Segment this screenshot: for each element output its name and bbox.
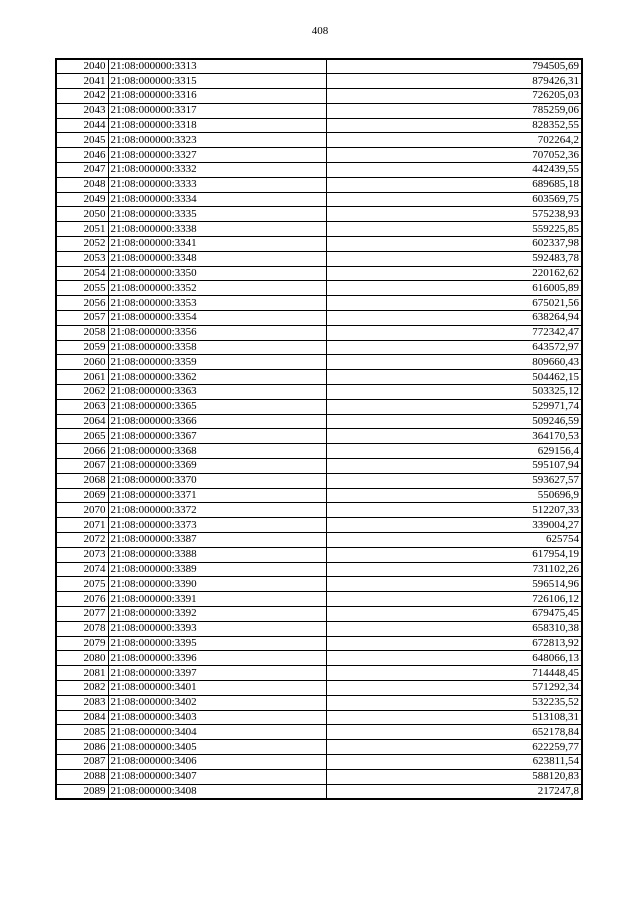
cadastral-number-cell: 21:08:000000:3369 — [108, 459, 326, 474]
row-number-cell: 2073 — [56, 547, 108, 562]
cadastral-number-cell: 21:08:000000:3387 — [108, 533, 326, 548]
value-cell: 707052,36 — [326, 148, 582, 163]
value-cell: 512207,33 — [326, 503, 582, 518]
row-number-cell: 2041 — [56, 74, 108, 89]
value-cell: 592483,78 — [326, 251, 582, 266]
cadastral-number-cell: 21:08:000000:3403 — [108, 710, 326, 725]
cadastral-number-cell: 21:08:000000:3313 — [108, 59, 326, 74]
cadastral-number-cell: 21:08:000000:3373 — [108, 518, 326, 533]
value-cell: 504462,15 — [326, 370, 582, 385]
row-number-cell: 2083 — [56, 695, 108, 710]
value-cell: 595107,94 — [326, 459, 582, 474]
row-number-cell: 2068 — [56, 473, 108, 488]
cadastral-number-cell: 21:08:000000:3407 — [108, 769, 326, 784]
row-number-cell: 2045 — [56, 133, 108, 148]
table-row — [56, 148, 582, 163]
row-number-cell: 2062 — [56, 385, 108, 400]
cadastral-number-cell: 21:08:000000:3405 — [108, 740, 326, 755]
table-row — [56, 459, 582, 474]
table-row — [56, 473, 582, 488]
value-cell: 702264,2 — [326, 133, 582, 148]
row-number-cell: 2077 — [56, 606, 108, 621]
cadastral-number-cell: 21:08:000000:3370 — [108, 473, 326, 488]
cadastral-number-cell: 21:08:000000:3359 — [108, 355, 326, 370]
row-number-cell: 2042 — [56, 89, 108, 104]
row-number-cell: 2079 — [56, 636, 108, 651]
cadastral-number-cell: 21:08:000000:3332 — [108, 163, 326, 178]
table-row — [56, 74, 582, 89]
value-cell: 617954,19 — [326, 547, 582, 562]
value-cell: 629156,4 — [326, 444, 582, 459]
value-cell: 809660,43 — [326, 355, 582, 370]
row-number-cell: 2074 — [56, 562, 108, 577]
cadastral-number-cell: 21:08:000000:3395 — [108, 636, 326, 651]
table-row — [56, 385, 582, 400]
row-number-cell: 2043 — [56, 103, 108, 118]
row-number-cell: 2040 — [56, 59, 108, 74]
row-number-cell: 2067 — [56, 459, 108, 474]
value-cell: 339004,27 — [326, 518, 582, 533]
row-number-cell: 2055 — [56, 281, 108, 296]
value-cell: 785259,06 — [326, 103, 582, 118]
value-cell: 726106,12 — [326, 592, 582, 607]
cadastral-number-cell: 21:08:000000:3318 — [108, 118, 326, 133]
value-cell: 596514,96 — [326, 577, 582, 592]
value-cell: 220162,62 — [326, 266, 582, 281]
table-row — [56, 325, 582, 340]
row-number-cell: 2057 — [56, 311, 108, 326]
cadastral-number-cell: 21:08:000000:3404 — [108, 725, 326, 740]
table-row — [56, 177, 582, 192]
value-cell: 879426,31 — [326, 74, 582, 89]
value-cell: 726205,03 — [326, 89, 582, 104]
table-row — [56, 370, 582, 385]
value-cell: 638264,94 — [326, 311, 582, 326]
table-row — [56, 251, 582, 266]
cadastral-number-cell: 21:08:000000:3408 — [108, 784, 326, 799]
table-row — [56, 355, 582, 370]
table-row — [56, 133, 582, 148]
table-row — [56, 725, 582, 740]
cadastral-number-cell: 21:08:000000:3333 — [108, 177, 326, 192]
value-cell: 588120,83 — [326, 769, 582, 784]
row-number-cell: 2070 — [56, 503, 108, 518]
table-row — [56, 533, 582, 548]
table-row — [56, 592, 582, 607]
cadastral-number-cell: 21:08:000000:3402 — [108, 695, 326, 710]
table-row — [56, 118, 582, 133]
row-number-cell: 2058 — [56, 325, 108, 340]
row-number-cell: 2065 — [56, 429, 108, 444]
cadastral-number-cell: 21:08:000000:3397 — [108, 666, 326, 681]
value-cell: 513108,31 — [326, 710, 582, 725]
value-cell: 689685,18 — [326, 177, 582, 192]
cadastral-number-cell: 21:08:000000:3348 — [108, 251, 326, 266]
table-row — [56, 666, 582, 681]
cadastral-number-cell: 21:08:000000:3365 — [108, 399, 326, 414]
table-row — [56, 414, 582, 429]
row-number-cell: 2048 — [56, 177, 108, 192]
table-row — [56, 488, 582, 503]
value-cell: 550696,9 — [326, 488, 582, 503]
table-row — [56, 606, 582, 621]
value-cell: 731102,26 — [326, 562, 582, 577]
table-row — [56, 237, 582, 252]
table-row — [56, 59, 582, 74]
table-row — [56, 754, 582, 769]
row-number-cell: 2088 — [56, 769, 108, 784]
cadastral-number-cell: 21:08:000000:3352 — [108, 281, 326, 296]
cadastral-number-cell: 21:08:000000:3362 — [108, 370, 326, 385]
cadastral-number-cell: 21:08:000000:3396 — [108, 651, 326, 666]
row-number-cell: 2082 — [56, 680, 108, 695]
table-row — [56, 651, 582, 666]
cadastral-number-cell: 21:08:000000:3401 — [108, 680, 326, 695]
table-row — [56, 680, 582, 695]
cadastral-number-cell: 21:08:000000:3317 — [108, 103, 326, 118]
table-row — [56, 207, 582, 222]
value-cell: 571292,34 — [326, 680, 582, 695]
value-cell: 442439,55 — [326, 163, 582, 178]
cadastral-number-cell: 21:08:000000:3392 — [108, 606, 326, 621]
table-row — [56, 266, 582, 281]
value-cell: 364170,53 — [326, 429, 582, 444]
value-cell: 529971,74 — [326, 399, 582, 414]
row-number-cell: 2056 — [56, 296, 108, 311]
cadastral-number-cell: 21:08:000000:3358 — [108, 340, 326, 355]
cadastral-number-cell: 21:08:000000:3334 — [108, 192, 326, 207]
row-number-cell: 2060 — [56, 355, 108, 370]
row-number-cell: 2075 — [56, 577, 108, 592]
value-cell: 772342,47 — [326, 325, 582, 340]
row-number-cell: 2081 — [56, 666, 108, 681]
table-row — [56, 769, 582, 784]
row-number-cell: 2049 — [56, 192, 108, 207]
table-row — [56, 695, 582, 710]
value-cell: 623811,54 — [326, 754, 582, 769]
table-row — [56, 503, 582, 518]
table-row — [56, 296, 582, 311]
cadastral-number-cell: 21:08:000000:3354 — [108, 311, 326, 326]
row-number-cell: 2063 — [56, 399, 108, 414]
table-row — [56, 192, 582, 207]
cadastral-number-cell: 21:08:000000:3350 — [108, 266, 326, 281]
value-cell: 622259,77 — [326, 740, 582, 755]
value-cell: 648066,13 — [326, 651, 582, 666]
value-cell: 675021,56 — [326, 296, 582, 311]
table-row — [56, 89, 582, 104]
row-number-cell: 2069 — [56, 488, 108, 503]
table-row — [56, 163, 582, 178]
table-row — [56, 311, 582, 326]
table-row — [56, 562, 582, 577]
table-row — [56, 340, 582, 355]
table-row — [56, 399, 582, 414]
value-cell: 217247,8 — [326, 784, 582, 799]
table-row — [56, 547, 582, 562]
row-number-cell: 2052 — [56, 237, 108, 252]
value-cell: 652178,84 — [326, 725, 582, 740]
cadastral-number-cell: 21:08:000000:3335 — [108, 207, 326, 222]
cadastral-number-cell: 21:08:000000:3391 — [108, 592, 326, 607]
row-number-cell: 2080 — [56, 651, 108, 666]
row-number-cell: 2053 — [56, 251, 108, 266]
table-row — [56, 784, 582, 799]
value-cell: 625754 — [326, 533, 582, 548]
table-row — [56, 621, 582, 636]
registry-table — [55, 58, 583, 800]
value-cell: 828352,55 — [326, 118, 582, 133]
cadastral-number-cell: 21:08:000000:3353 — [108, 296, 326, 311]
value-cell: 672813,92 — [326, 636, 582, 651]
table-row — [56, 281, 582, 296]
cadastral-number-cell: 21:08:000000:3366 — [108, 414, 326, 429]
row-number-cell: 2051 — [56, 222, 108, 237]
row-number-cell: 2044 — [56, 118, 108, 133]
cadastral-number-cell: 21:08:000000:3393 — [108, 621, 326, 636]
row-number-cell: 2076 — [56, 592, 108, 607]
cadastral-number-cell: 21:08:000000:3315 — [108, 74, 326, 89]
table-row — [56, 577, 582, 592]
value-cell: 532235,52 — [326, 695, 582, 710]
row-number-cell: 2086 — [56, 740, 108, 755]
row-number-cell: 2054 — [56, 266, 108, 281]
cadastral-number-cell: 21:08:000000:3390 — [108, 577, 326, 592]
row-number-cell: 2061 — [56, 370, 108, 385]
row-number-cell: 2046 — [56, 148, 108, 163]
cadastral-number-cell: 21:08:000000:3372 — [108, 503, 326, 518]
page-number: 408 — [311, 25, 329, 37]
value-cell: 602337,98 — [326, 237, 582, 252]
table-row — [56, 710, 582, 725]
value-cell: 509246,59 — [326, 414, 582, 429]
row-number-cell: 2064 — [56, 414, 108, 429]
table-row — [56, 103, 582, 118]
value-cell: 575238,93 — [326, 207, 582, 222]
row-number-cell: 2085 — [56, 725, 108, 740]
row-number-cell: 2087 — [56, 754, 108, 769]
cadastral-number-cell: 21:08:000000:3356 — [108, 325, 326, 340]
table-row — [56, 740, 582, 755]
cadastral-number-cell: 21:08:000000:3338 — [108, 222, 326, 237]
row-number-cell: 2071 — [56, 518, 108, 533]
cadastral-number-cell: 21:08:000000:3341 — [108, 237, 326, 252]
row-number-cell: 2050 — [56, 207, 108, 222]
row-number-cell: 2072 — [56, 533, 108, 548]
table-row — [56, 518, 582, 533]
value-cell: 658310,38 — [326, 621, 582, 636]
cadastral-number-cell: 21:08:000000:3327 — [108, 148, 326, 163]
row-number-cell: 2089 — [56, 784, 108, 799]
cadastral-number-cell: 21:08:000000:3367 — [108, 429, 326, 444]
value-cell: 643572,97 — [326, 340, 582, 355]
cadastral-number-cell: 21:08:000000:3406 — [108, 754, 326, 769]
value-cell: 714448,45 — [326, 666, 582, 681]
cadastral-number-cell: 21:08:000000:3368 — [108, 444, 326, 459]
row-number-cell: 2047 — [56, 163, 108, 178]
value-cell: 559225,85 — [326, 222, 582, 237]
value-cell: 603569,75 — [326, 192, 582, 207]
cadastral-number-cell: 21:08:000000:3388 — [108, 547, 326, 562]
table-row — [56, 636, 582, 651]
table-row — [56, 222, 582, 237]
value-cell: 616005,89 — [326, 281, 582, 296]
row-number-cell: 2084 — [56, 710, 108, 725]
value-cell: 503325,12 — [326, 385, 582, 400]
row-number-cell: 2059 — [56, 340, 108, 355]
table-row — [56, 429, 582, 444]
cadastral-number-cell: 21:08:000000:3363 — [108, 385, 326, 400]
cadastral-number-cell: 21:08:000000:3371 — [108, 488, 326, 503]
value-cell: 679475,45 — [326, 606, 582, 621]
table-row — [56, 444, 582, 459]
value-cell: 794505,69 — [326, 59, 582, 74]
cadastral-number-cell: 21:08:000000:3323 — [108, 133, 326, 148]
row-number-cell: 2066 — [56, 444, 108, 459]
cadastral-number-cell: 21:08:000000:3389 — [108, 562, 326, 577]
cadastral-number-cell: 21:08:000000:3316 — [108, 89, 326, 104]
table-body — [56, 59, 582, 799]
value-cell: 593627,57 — [326, 473, 582, 488]
row-number-cell: 2078 — [56, 621, 108, 636]
